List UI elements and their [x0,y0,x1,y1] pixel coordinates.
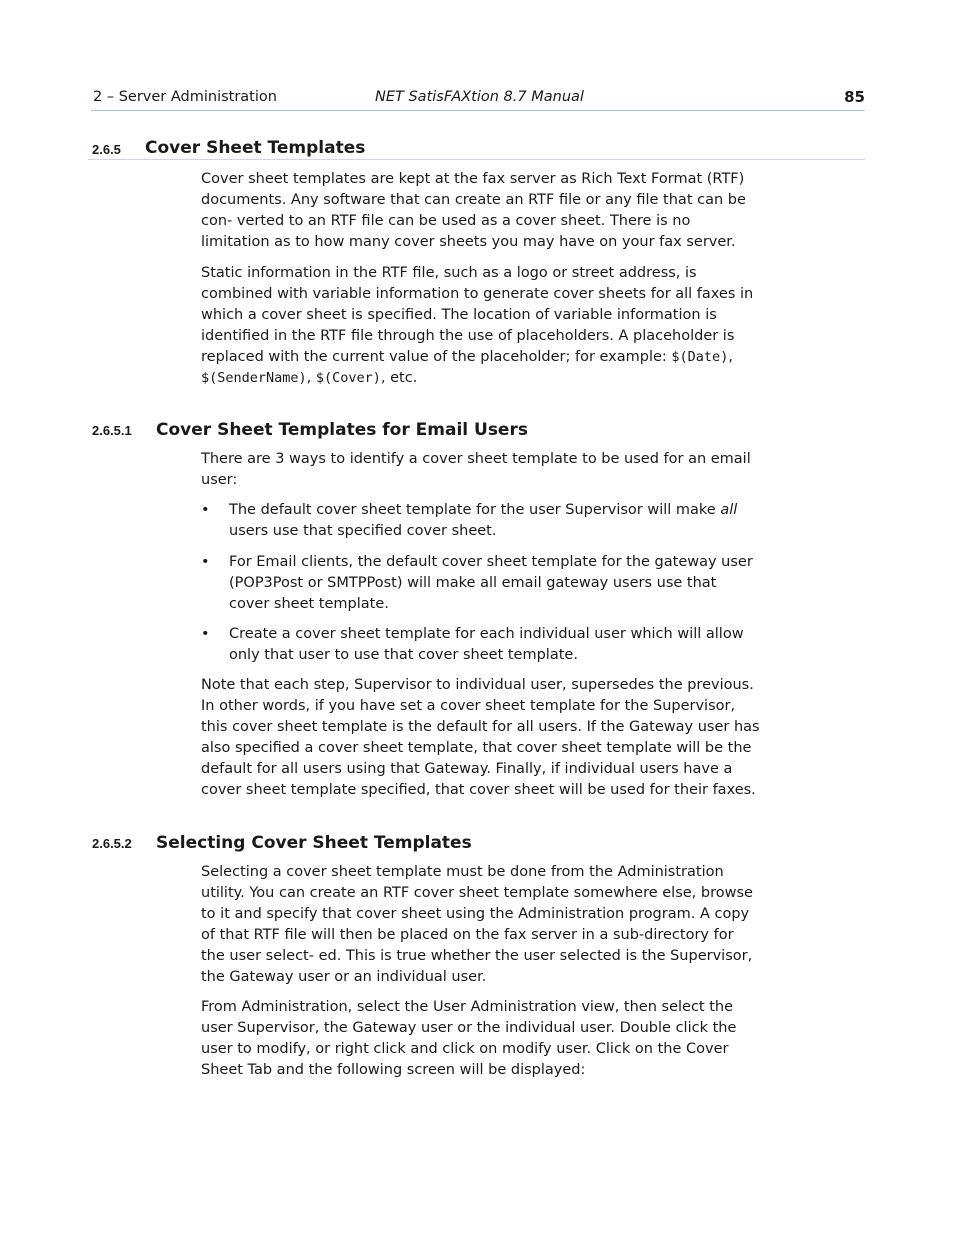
bullet: • [201,626,210,642]
paragraph-placeholders [201,263,761,389]
placeholder-date: $(Date) [671,349,729,365]
bullet: • [201,502,210,518]
paragraph-administration-steps: From Administration, select the User Administration view, then select the user Supervisor, the Gateway user or the individual user. Double click the user to modify, or right click and click on modify user. Click on the Cover Sheet Tab and the following screen will be displayed: [201,999,737,1078]
separator: , [306,370,316,386]
paragraph-email-intro: There are 3 ways to identify a cover sheet template to be used for an email user: [201,451,751,488]
manual-title: NET SatisFAXtion 8.7 Manual [375,89,584,105]
paragraph-cover-sheet-intro: Cover sheet templates are kept at the fax server as Rich Text Format (RTF) documents. Any software that can create an RTF file or any file that can be con- verted to an RTF file can be used as a cover sheet. There is no limitation as to how many cover sheets you may have on your fax server. [201,171,746,250]
placeholder-cover: $(Cover) [315,370,381,386]
section-title: Cover Sheet Templates [145,138,366,158]
section-number: 2.6.5 [92,142,121,157]
paragraph-selecting-templates: Selecting a cover sheet template must be done from the Administration utility. You can create an RTF cover sheet template somewhere else, browse to it and specify that cover sheet using the Administration program. A copy of that RTF file will then be placed on the fax server in a sub-directory for the user select- ed. This is true whether the user selected is the Supervisor, the Gateway user or an individual user. [201,864,753,985]
bullet: • [201,554,210,570]
list-item-text-part: The default cover sheet template for the user Supervisor will make [229,502,721,518]
list-item-text [229,500,761,542]
section-title: Selecting Cover Sheet Templates [156,833,472,853]
section-heading-2-6-5-1 [88,416,865,440]
page-header [91,86,865,111]
page-number: 85 [844,88,865,106]
section-heading-2-6-5 [88,134,865,160]
section-number: 2.6.5.1 [92,423,132,438]
separator: , [728,349,733,365]
emphasis: all [720,502,738,518]
section-number: 2.6.5.2 [92,836,132,851]
paragraph-text: , etc. [380,370,418,386]
section-title: Cover Sheet Templates for Email Users [156,420,528,440]
section-heading-2-6-5-2 [88,829,865,853]
paragraph-text: Static information in the RTF file, such as a logo or street address, is combined with variable information to generate cover sheets for all faxes in which a cover sheet is specified. The location of variable information is identified in the RTF file through the use of placeholders. A placeholder is replaced with the current value of the placeholder; for example: [201,265,754,365]
chapter-title: 2 – Server Administration [93,89,277,105]
list-item-text-part: users use that specified cover sheet. [229,523,497,539]
list-item-text: Create a cover sheet template for each individual user which will allow only that user to use that cover sheet template. [229,626,744,663]
list-item-text: For Email clients, the default cover sheet template for the gateway user (POP3Post or SMTPPost) will make all email gateway users use that cover sheet template. [229,554,753,612]
paragraph-supersedes-note: Note that each step, Supervisor to individual user, supersedes the previous. In other words, if you have set a cover sheet template for the Supervisor, this cover sheet template is the default for all users. If the Gateway user has also specified a cover sheet template, that cover sheet template will be the default for all users using that Gateway. Finally, if individual users have a cover sheet template specified, that cover sheet will be used for their faxes. [201,677,760,798]
placeholder-sendername: $(SenderName) [201,370,307,386]
